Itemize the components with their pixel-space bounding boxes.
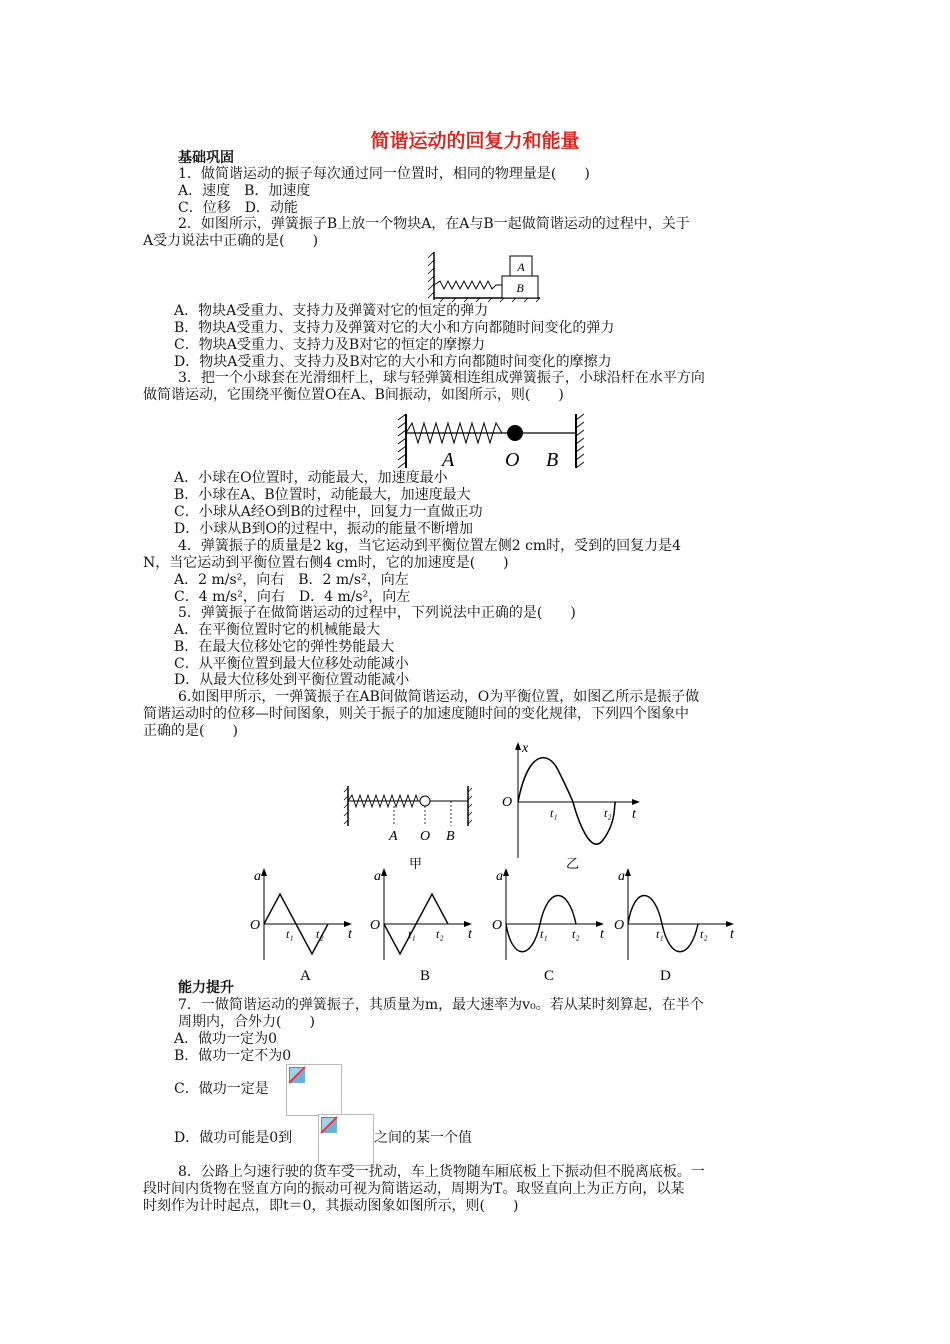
origin-label: O bbox=[250, 918, 261, 933]
spring-block-figure bbox=[428, 250, 548, 302]
question-2: 2．如图所示，弹簧振子B上放一个物块A，在A与B一起做简谐运动的过程中，关于 bbox=[178, 216, 690, 232]
question-5: 5．弹簧振子在做简谐运动的过程中，下列说法中正确的是( ) bbox=[178, 605, 576, 621]
point-b-label: B bbox=[546, 449, 559, 471]
figure-jia bbox=[344, 782, 474, 872]
yi-t2: t₂ bbox=[604, 806, 612, 820]
page-title: 简谐运动的回复力和能量 bbox=[370, 130, 580, 152]
ball bbox=[507, 425, 523, 441]
t2-label: t₂ bbox=[572, 927, 580, 941]
axis-t-label: t bbox=[730, 927, 734, 942]
q5-option-a: A．在平衡位置时它的机械能最大 bbox=[174, 622, 381, 638]
question-3: 3．把一个小球套在光滑细杆上，球与轻弹簧相连组成弹簧振子，小球沿杆在水平方向 bbox=[178, 370, 705, 386]
question-4-cont: N，当它运动到平衡位置右侧4 cm时，它的加速度是( ) bbox=[143, 555, 509, 571]
block-b-label: B bbox=[516, 281, 524, 295]
q5-option-b: B．在最大位移处它的弹性势能最大 bbox=[174, 639, 395, 655]
q3-option-a: A．小球在O位置时，动能最大，加速度最小 bbox=[174, 470, 448, 486]
q7-option-d: D．做功可能是0到 bbox=[174, 1130, 293, 1146]
jia-caption: 甲 bbox=[409, 857, 423, 872]
graph-option-c bbox=[492, 866, 612, 986]
q2-option-a: A．物块A受重力、支持力及弹簧对它的恒定的弹力 bbox=[174, 303, 489, 319]
question-7: 7．一做简谐运动的弹簧振子，其质量为m，最大速率为v₀。若从某时刻算起，在半个 bbox=[178, 997, 704, 1013]
figure-yi bbox=[498, 740, 648, 870]
question-1: 1．做简谐运动的振子每次通过同一位置时，相同的物理量是( ) bbox=[178, 166, 590, 182]
option-b-caption: B bbox=[420, 968, 431, 984]
yi-caption: 乙 bbox=[566, 857, 580, 872]
q3-option-b: B．小球在A、B位置时，动能最大，加速度最大 bbox=[174, 487, 471, 503]
yi-t1: t₁ bbox=[550, 806, 558, 820]
formula-image-placeholder bbox=[286, 1064, 342, 1116]
option-d-caption: D bbox=[660, 968, 671, 984]
jia-o-label: O bbox=[420, 829, 431, 844]
q4-option-cd: C．4 m/s²，向右 D．4 m/s²，向左 bbox=[174, 589, 411, 605]
origin-label: O bbox=[492, 918, 503, 933]
axis-t-label: t bbox=[348, 927, 352, 942]
q7-option-b: B．做功一定不为0 bbox=[174, 1048, 292, 1064]
question-8: 8．公路上匀速行驶的货车受一扰动，车上货物随车厢底板上下振动但不脱离底板。一 bbox=[178, 1164, 705, 1180]
graph-option-a bbox=[250, 866, 360, 986]
question-7-cont: 周期内，合外力( ) bbox=[178, 1014, 315, 1030]
question-2-cont: A受力说法中正确的是( ) bbox=[143, 233, 319, 249]
broken-image-icon bbox=[289, 1067, 305, 1083]
point-o-label: O bbox=[505, 449, 520, 471]
t1-label: t₁ bbox=[286, 927, 294, 941]
q3-option-d: D．小球从B到O的过程中，振动的能量不断增加 bbox=[174, 521, 473, 537]
ball-rod-figure bbox=[398, 410, 584, 470]
t2-label: t₂ bbox=[700, 927, 708, 941]
graph-option-b bbox=[370, 866, 480, 986]
axis-a-label: a bbox=[618, 869, 625, 884]
t1-label: t₁ bbox=[656, 927, 664, 941]
origin-label: O bbox=[614, 918, 625, 933]
option-c-caption: C bbox=[544, 968, 555, 984]
q1-option-cd: C．位移 D．动能 bbox=[178, 200, 298, 216]
q2-option-c: C．物块A受重力、支持力及B对它的恒定的摩擦力 bbox=[174, 337, 486, 353]
t1-label: t₁ bbox=[540, 927, 548, 941]
q1-option-ab: A．速度 B．加速度 bbox=[178, 183, 311, 199]
q3-option-c: C．小球从A经O到B的过程中，回复力一直做正功 bbox=[174, 504, 483, 520]
axis-a-label: a bbox=[374, 869, 381, 884]
formula-image-placeholder bbox=[318, 1114, 374, 1166]
axis-a-label: a bbox=[254, 869, 261, 884]
axis-t-label: t bbox=[600, 927, 604, 942]
q7-option-d-cont: 之间的某一个值 bbox=[374, 1130, 472, 1146]
yi-axis-t: t bbox=[632, 807, 636, 822]
q2-option-b: B．物块A受重力、支持力及弹簧对它的大小和方向都随时间变化的弹力 bbox=[174, 320, 615, 336]
q2-option-d: D．物块A受重力、支持力及B对它的大小和方向都随时间变化的摩擦力 bbox=[174, 354, 612, 370]
yi-origin: O bbox=[502, 795, 513, 810]
question-6-cont2: 正确的是( ) bbox=[143, 723, 238, 739]
graph-option-d bbox=[614, 866, 744, 986]
axis-t-label: t bbox=[468, 927, 472, 942]
q5-option-c: C．从平衡位置到最大位移处动能减小 bbox=[174, 656, 409, 672]
q4-option-ab: A．2 m/s²，向右 B．2 m/s²，向左 bbox=[174, 572, 409, 588]
block-a-label: A bbox=[517, 260, 525, 274]
jia-a-label: A bbox=[389, 829, 398, 844]
question-6: 6.如图甲所示，一弹簧振子在AB间做简谐运动，O为平衡位置，如图乙所示是振子做 bbox=[178, 689, 700, 705]
broken-image-icon bbox=[321, 1117, 337, 1133]
option-a-caption: A bbox=[300, 968, 311, 984]
t2-label: t₂ bbox=[316, 927, 324, 941]
question-4: 4．弹簧振子的质量是2 kg，当它运动到平衡位置左侧2 cm时，受到的回复力是4 bbox=[178, 538, 682, 554]
t1-label: t₁ bbox=[408, 927, 416, 941]
q7-option-a: A．做功一定为0 bbox=[174, 1031, 278, 1047]
question-6-cont: 简谐运动时的位移—时间图象，则关于振子的加速度随时间的变化规律，下列四个图象中 bbox=[143, 706, 689, 722]
section-heading: 基础巩固 bbox=[178, 150, 234, 166]
q5-option-d: D．从最大位移处到平衡位置动能减小 bbox=[174, 672, 410, 688]
origin-label: O bbox=[370, 918, 381, 933]
axis-a-label: a bbox=[496, 869, 503, 884]
question-3-cont: 做简谐运动，它围绕平衡位置O在A、B间振动，如图所示，则( ) bbox=[143, 387, 564, 403]
point-a-label: A bbox=[442, 449, 455, 471]
question-8-cont2: 时刻作为计时起点，即t＝0，其振动图象如图所示，则( ) bbox=[143, 1198, 519, 1214]
question-8-cont: 段时间内货物在竖直方向的振动可视为简谐运动，周期为T。取竖直向上为正方向，以某 bbox=[143, 1181, 685, 1197]
q7-option-c: C．做功一定是 bbox=[174, 1081, 269, 1097]
t2-label: t₂ bbox=[436, 927, 444, 941]
jia-b-label: B bbox=[446, 829, 455, 844]
section-heading-2: 能力提升 bbox=[178, 980, 234, 996]
yi-axis-x: x bbox=[522, 741, 529, 756]
